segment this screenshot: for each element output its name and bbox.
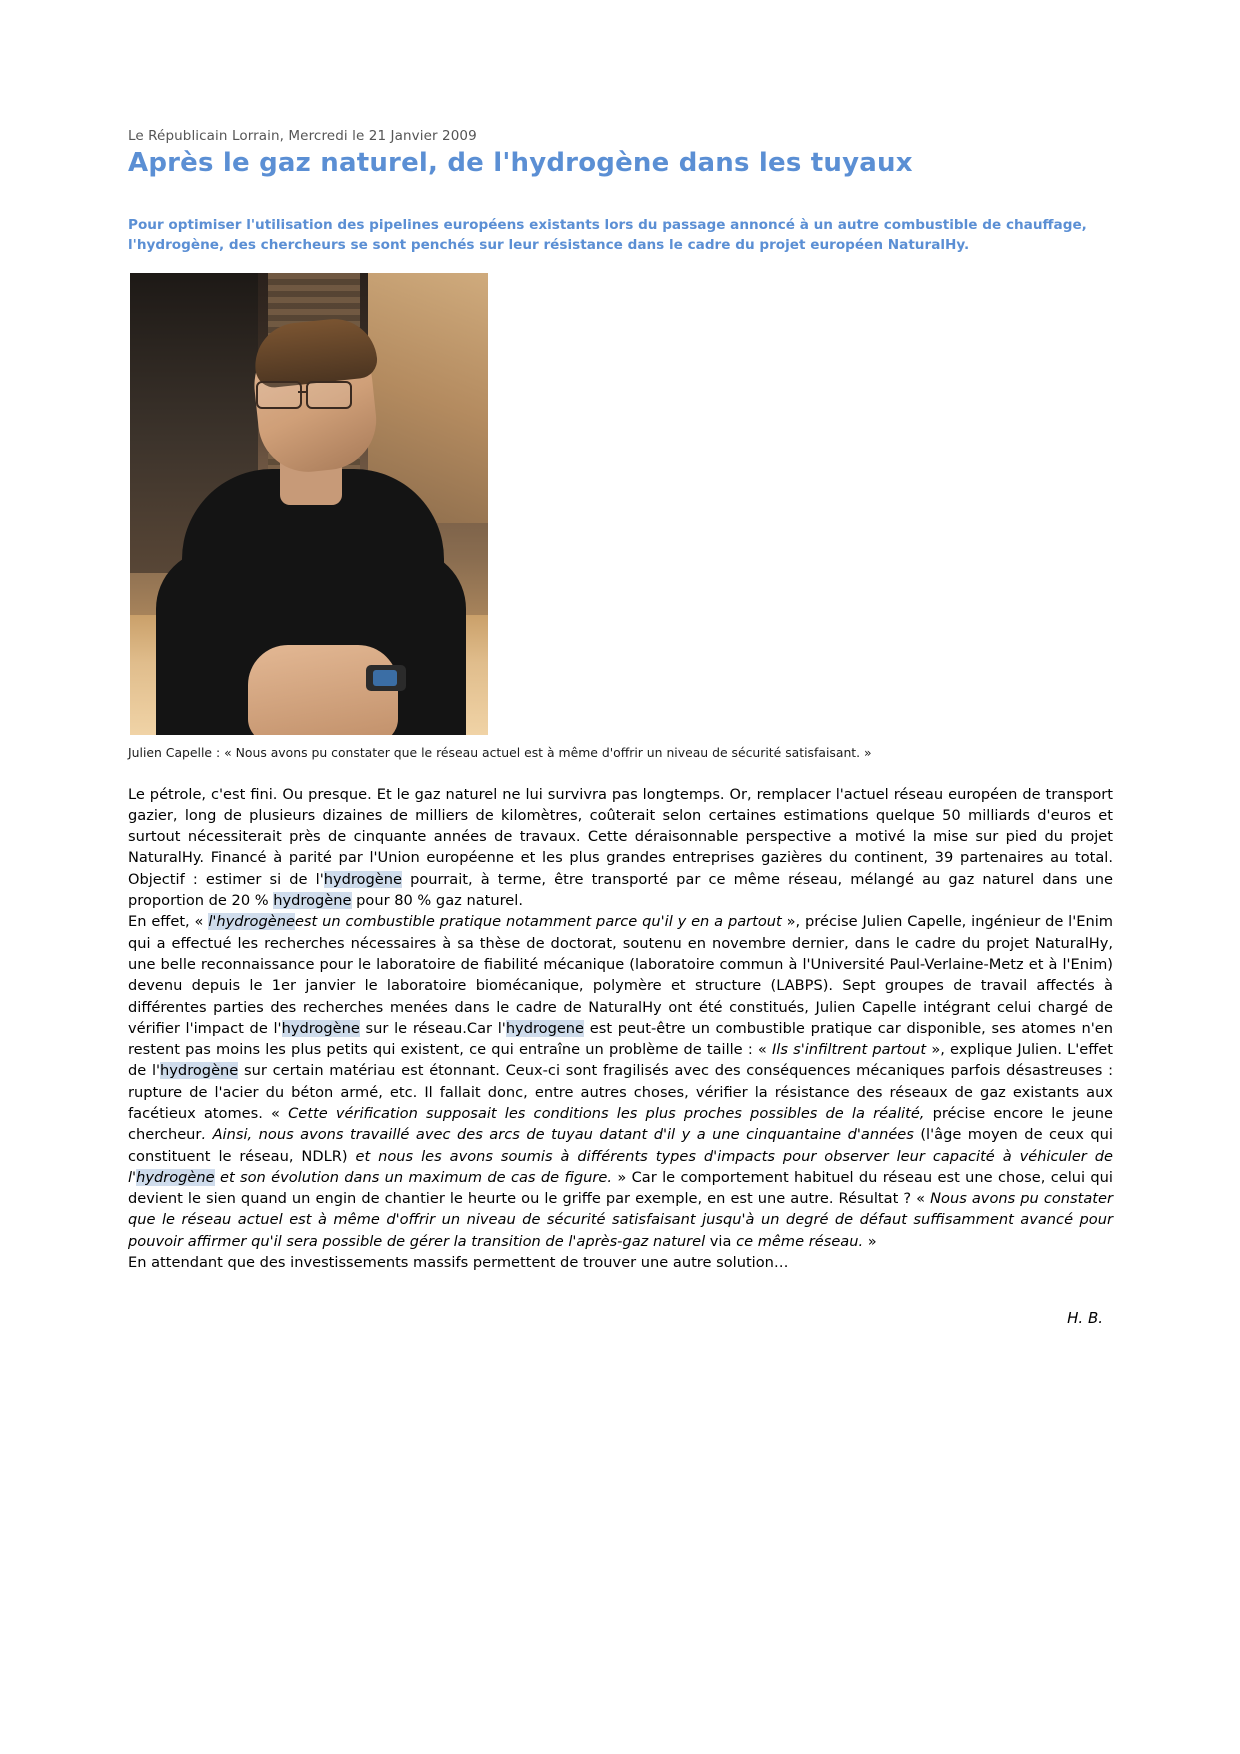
source-line: Le Républicain Lorrain, Mercredi le 21 Janvier 2009 [128, 128, 477, 144]
paragraph-2-text-c: », précise Julien Capelle, ingénieur de l'Enim qui a effectué les recherches nécessaires à sa thèse de doctorat, soutenu en novembre dernier, dans le cadre du projet NaturalHy, une belle reconnaissance pour le laboratoire de fiabilité mécanique (laboratoire commun à l'Université Paul-Verlaine-Metz et à l'Enim) devenu depuis le 1er janvier le laboratoire biomécanique, polymère et structure (LABPS). Sept groupes de travail affectés à différentes parties des recherches menées dans le cadre de NaturalHy ont été constitués, Julien Capelle intégrant celui chargé de vérifier l'impact de l' [128, 913, 1113, 1037]
paragraph-2-em-i: Cette vérification supposait les conditions les plus proches possibles de la réalité, [288, 1104, 925, 1122]
paragraph-2-text-q: via [705, 1232, 737, 1250]
paragraph-2-text-a: En effet, « [128, 913, 209, 931]
photo-glasses-right-lens [306, 381, 352, 409]
standfirst: Pour optimiser l'utilisation des pipelines européens existants lors du passage annoncé à un autre combustible de chauffage, l'hydrogène, des chercheurs se sont penchés sur leur résistance dans le cadre du projet européen NaturalHy. [128, 217, 1087, 254]
paragraph-2-em-f: Ils s'infiltrent partout [771, 1041, 927, 1059]
paragraph-1-text-a: Le pétrole, c'est fini. Ou presque. Et le gaz naturel ne lui survivra pas longtemps. Or, remplacer l'actuel réseau européen de transport gazier, long de plusieurs dizaines de milliers de kilomètres, coûterait selon certaines estimations quelque 50 milliards d'euros et surtout nécessiterait près de cinquante années de travaux. Cette déraisonnable perspective a motivé la mise sur pied du projet NaturalHy. Financé à parité par l'Union européenne et les plus grandes entreprises gazières du continent, 39 partenaires au total. Objectif : estimer si de l' [128, 785, 1113, 888]
paragraph-2-text-o: » Car le comportement habituel du réseau est une chose, celui qui devient le sien quand un engin de chantier le heurte ou le griffe par exemple, en est une autre. Résultat ? « [128, 1168, 1113, 1208]
article-body [128, 784, 1113, 1274]
paragraph-2-text-j: précise encore le jeune chercheur [128, 1104, 1113, 1144]
article-photo [130, 273, 488, 735]
page-title: Après le gaz naturel, de l'hydrogène dans les tuyaux [128, 148, 913, 178]
photo-glasses-left-lens [256, 381, 302, 409]
paragraph-2-em-p: Nous avons pu constater que le réseau actuel est à même d'offrir un niveau de sécurité satisfaisant jusqu'à un degré de défaut suffisamment avancé pour pouvoir affirmer qu'il sera possible de gérer la transition de l'après-gaz naturel [128, 1190, 1113, 1250]
paragraph-1-text-b: pourrait, à terme, être transporté par ce même réseau, mélangé au gaz naturel dans une proportion de 20 % [128, 870, 1113, 910]
highlight-hydrogene-1: hydrogène [323, 870, 402, 888]
paragraph-2-text-d: sur le réseau.Car l' [359, 1019, 506, 1037]
photo-caption: Julien Capelle : « Nous avons pu constater que le réseau actuel est à même d'offrir un niveau de sécurité satisfaisant. » [128, 745, 872, 761]
photo-watch-face [373, 670, 397, 686]
paragraph-2-text-s: » [863, 1232, 877, 1250]
article-paragraph-3: En attendant que des investissements massifs permettent de trouver une autre solution… [128, 1254, 789, 1272]
highlight-hydrogene-3: l'hydrogène [208, 913, 295, 931]
article-photo-wrap [130, 273, 490, 735]
highlight-hydrogene-2: hydrogène [273, 892, 352, 910]
highlight-hydrogene-7: hydrogène [136, 1168, 215, 1186]
paragraph-2-text-h: sur certain matériau est étonnant. Ceux-ci sont fragilisés avec des conséquences mécaniques parfois désastreuses : rupture de l'acier du béton armé, etc. Il fallait donc, entre autres choses, vérifier la résistance des réseaux de gaz existants aux facétieux atomes. « [128, 1062, 1113, 1122]
paragraph-2-em-b: est un combustible pratique notamment parce qu'il y en a partout [294, 913, 782, 931]
paragraph-2-em-k: . Ainsi, nous avons travaillé avec des arcs de tuyau datant d'il y a une cinquantaine d'années [201, 1126, 914, 1144]
highlight-hydrogene-6: hydrogène [160, 1062, 239, 1080]
document-page [128, 128, 1113, 1327]
article-paragraph-1 [128, 784, 1113, 912]
article-paragraph-2 [128, 911, 1113, 1252]
paragraph-1-text-c: pour 80 % gaz naturel. [351, 892, 523, 910]
paragraph-2-text-e: est peut-être un combustible pratique car disponible, ses atomes n'en restent pas moins les plus petits qui existent, ce qui entraîne un problème de taille : « [128, 1019, 1114, 1059]
paragraph-2-em-r: ce même réseau. [736, 1232, 864, 1250]
paragraph-2-text-l: (l'âge moyen de ceux qui constituent le réseau, NDLR) [128, 1126, 1113, 1165]
highlight-hydrogene-5: hydrogene [505, 1019, 585, 1037]
paragraph-2-em-n: et son évolution dans un maximum de cas de figure. [214, 1168, 613, 1186]
paragraph-2-text-g: », explique Julien. L'effet de l' [128, 1041, 1113, 1080]
paragraph-2-em-m: et nous les avons soumis à différents types d'impacts pour observer leur capacité à véhiculer de l' [128, 1147, 1113, 1186]
photo-glasses-bridge [298, 391, 308, 393]
highlight-hydrogene-4: hydrogène [281, 1019, 360, 1037]
author-signature: H. B. [1067, 1309, 1103, 1328]
